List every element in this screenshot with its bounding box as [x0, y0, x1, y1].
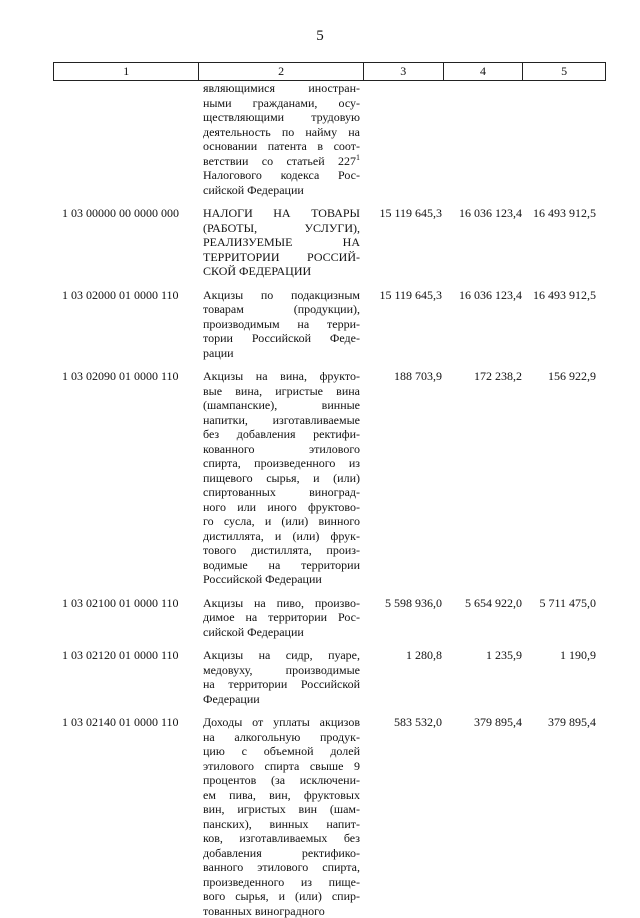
value-col-5 — [524, 81, 606, 197]
value-col-4: 16 036 123,4 — [444, 288, 524, 361]
desc-line: ществляющими трудовую — [203, 110, 360, 125]
row-code — [53, 81, 199, 197]
desc-line: кованного этилового — [203, 442, 360, 457]
desc-line: тового дистиллята, произ- — [203, 543, 360, 558]
desc-line: Российской Федерации — [203, 572, 360, 587]
value-col-5: 5 711 475,0 — [524, 596, 606, 640]
desc-line: вого сырья, и (или) спир- — [203, 889, 360, 904]
desc-line: производимым на терри- — [203, 317, 360, 332]
value-col-5: 16 493 912,5 — [524, 288, 606, 361]
row-description — [199, 369, 364, 587]
desc-line: добавления ректифико- — [203, 846, 360, 861]
desc-line: Акцизы на вина, фрукто- — [203, 369, 360, 384]
desc-line: тованных виноградного — [203, 904, 360, 918]
desc-line: спирта, произведенного из — [203, 456, 360, 471]
row-description — [199, 596, 364, 640]
value-col-3: 583 532,0 — [364, 715, 444, 918]
table-row — [53, 369, 606, 587]
desc-line: этилового спирта свыше 9 — [203, 759, 360, 774]
desc-line: вин, игристых вин (шам- — [203, 802, 360, 817]
value-col-3: 188 703,9 — [364, 369, 444, 587]
value-col-3: 1 280,8 — [364, 648, 444, 706]
value-col-4: 172 238,2 — [444, 369, 524, 587]
row-code: 1 03 02000 01 0000 110 — [53, 288, 199, 361]
desc-line: тории Российской Феде- — [203, 331, 360, 346]
desc-line: сийской Федерации — [203, 183, 360, 198]
desc-line: ного или иного фруктово- — [203, 500, 360, 515]
desc-line: основании патента в соот- — [203, 139, 360, 154]
row-description — [199, 715, 364, 918]
row-code: 1 03 02140 01 0000 110 — [53, 715, 199, 918]
desc-line: медовуху, производимые — [203, 663, 360, 678]
header-col-4: 4 — [444, 63, 524, 80]
header-col-5: 5 — [523, 63, 605, 80]
desc-line: ем пива, вин, фруктовых — [203, 788, 360, 803]
value-col-4: 379 895,4 — [444, 715, 524, 918]
value-col-4 — [444, 81, 524, 197]
desc-line: рации — [203, 346, 360, 361]
desc-line: процентов (за исключени- — [203, 773, 360, 788]
desc-line: (РАБОТЫ, УСЛУГИ), — [203, 221, 360, 236]
table-header-row — [53, 62, 606, 81]
desc-line: СКОЙ ФЕДЕРАЦИИ — [203, 264, 360, 279]
table-body — [53, 81, 606, 918]
desc-line: напитки, изготавливаемые — [203, 413, 360, 428]
desc-line: являющимися иностран- — [203, 81, 360, 96]
desc-line: панских), винных напит- — [203, 817, 360, 832]
desc-line: Налогового кодекса Рос- — [203, 168, 360, 183]
desc-line: Федерации — [203, 692, 360, 707]
desc-line: на территории Российской — [203, 677, 360, 692]
table-row-continuation — [53, 81, 606, 197]
table-row — [53, 648, 606, 706]
article-superscript: 1 — [356, 153, 360, 162]
desc-line: ков, изготавливаемых без — [203, 831, 360, 846]
row-description — [199, 206, 364, 279]
desc-line: цию с объемной долей — [203, 744, 360, 759]
desc-line-with-sup — [203, 154, 360, 169]
value-col-3: 15 119 645,3 — [364, 206, 444, 279]
desc-line: сийской Федерации — [203, 625, 360, 640]
desc-line: пищевого сырья, и (или) — [203, 471, 360, 486]
value-col-5: 379 895,4 — [524, 715, 606, 918]
desc-line: спиртованных виноград- — [203, 485, 360, 500]
desc-line: НАЛОГИ НА ТОВАРЫ — [203, 206, 360, 221]
table-row — [53, 715, 606, 918]
row-code: 1 03 02120 01 0000 110 — [53, 648, 199, 706]
desc-line: Доходы от уплаты акцизов — [203, 715, 360, 730]
value-col-3: 5 598 936,0 — [364, 596, 444, 640]
row-code: 1 03 02100 01 0000 110 — [53, 596, 199, 640]
desc-line: ными гражданами, осу- — [203, 96, 360, 111]
desc-line: дистиллята, и (или) фрук- — [203, 529, 360, 544]
table-row — [53, 206, 606, 279]
value-col-3 — [364, 81, 444, 197]
desc-line: Акцизы по подакцизным — [203, 288, 360, 303]
value-col-4: 5 654 922,0 — [444, 596, 524, 640]
value-col-4: 16 036 123,4 — [444, 206, 524, 279]
desc-line: на алкогольную продук- — [203, 730, 360, 745]
desc-line-text: ветствии со статьей 227 — [203, 154, 356, 168]
header-col-1: 1 — [54, 63, 199, 80]
header-col-2: 2 — [199, 63, 363, 80]
value-col-5: 156 922,9 — [524, 369, 606, 587]
desc-line: товарам (продукции), — [203, 302, 360, 317]
desc-line: (шампанские), винные — [203, 398, 360, 413]
value-col-4: 1 235,9 — [444, 648, 524, 706]
value-col-3: 15 119 645,3 — [364, 288, 444, 361]
page-number: 5 — [0, 28, 640, 45]
desc-line: деятельность по найму на — [203, 125, 360, 140]
desc-line: ванного этилового спирта, — [203, 860, 360, 875]
row-description — [199, 288, 364, 361]
row-code: 1 03 02090 01 0000 110 — [53, 369, 199, 587]
desc-line: РЕАЛИЗУЕМЫЕ НА — [203, 235, 360, 250]
value-col-5: 1 190,9 — [524, 648, 606, 706]
desc-line: водимые на территории — [203, 558, 360, 573]
desc-line: димое на территории Рос- — [203, 610, 360, 625]
row-description — [199, 81, 364, 197]
desc-line: ТЕРРИТОРИИ РОССИЙ- — [203, 250, 360, 265]
table-row — [53, 596, 606, 640]
row-description — [199, 648, 364, 706]
header-col-3: 3 — [364, 63, 444, 80]
row-code: 1 03 00000 00 0000 000 — [53, 206, 199, 279]
desc-line: произведенного из пище- — [203, 875, 360, 890]
table-row — [53, 288, 606, 361]
desc-line: без добавления ректифи- — [203, 427, 360, 442]
value-col-5: 16 493 912,5 — [524, 206, 606, 279]
desc-line: Акцизы на пиво, произво- — [203, 596, 360, 611]
desc-line: вые вина, игристые вина — [203, 384, 360, 399]
desc-line: Акцизы на сидр, пуаре, — [203, 648, 360, 663]
desc-line: го сусла, и (или) винного — [203, 514, 360, 529]
